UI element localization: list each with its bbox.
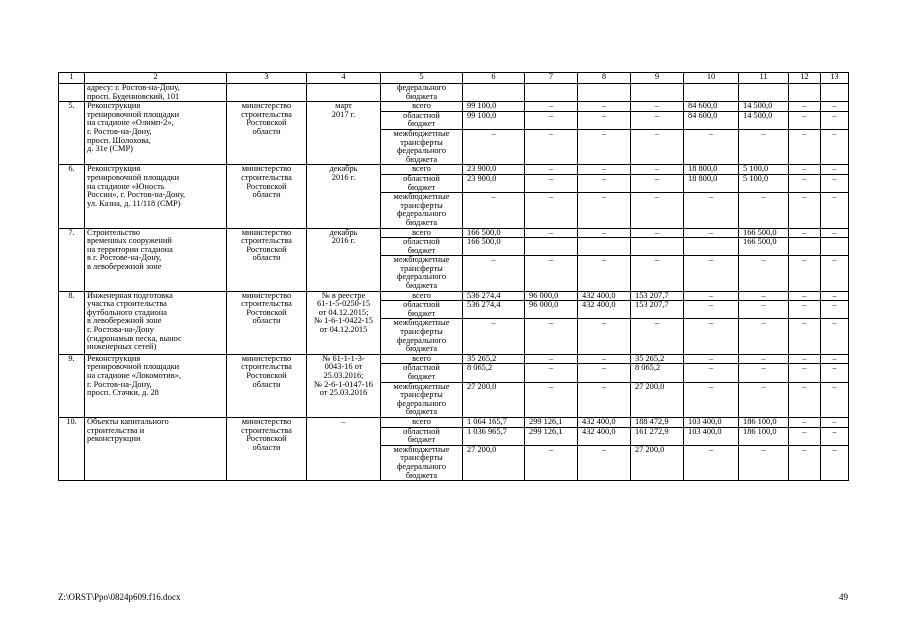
amount-cell: – [821,364,849,382]
amount-cell: – [789,165,821,175]
funding-source: областной бюджет [381,301,463,319]
amount-cell: – [578,193,631,228]
amount-cell: 18 800,0 [684,174,739,192]
amount-cell: 166 500,0 [739,238,789,256]
amount-cell: 27 200,0 [631,382,684,417]
amount-cell [821,238,849,256]
project-name: Реконструкция тренировочной площадки на стадионе «Юность России», г. Ростов-на-Дону, ул. Казна, д. 11/118 (СМР) [85,165,227,228]
amount-cell: – [631,193,684,228]
amount-cell: – [789,102,821,112]
column-number: 7 [525,73,578,84]
amount-cell: 23 900,0 [463,174,525,192]
column-number: 4 [307,73,381,84]
amount-cell: – [739,354,789,364]
amount-cell: – [631,228,684,238]
amount-cell: 299 126,1 [525,427,578,445]
amount-cell: – [789,228,821,238]
funding-source: межбюджетные трансферты федерального бюджета [381,129,463,164]
row-number: 8. [59,291,85,354]
amount-cell: 166 500,0 [739,228,789,238]
executor: министерство строительства Ростовской области [227,417,307,480]
amount-cell: 18 800,0 [684,165,739,175]
funding-source: межбюджетные трансферты федерального бюджета [381,193,463,228]
amount-cell: 1 036 965,7 [463,427,525,445]
column-number: 2 [85,73,227,84]
amount-cell: – [684,364,739,382]
amount-cell: – [525,354,578,364]
amount-cell: 8 065,2 [463,364,525,382]
amount-cell: 99 100,0 [463,102,525,112]
amount-cell: 536 274,4 [463,291,525,301]
column-number: 3 [227,73,307,84]
amount-cell: 35 265,2 [463,354,525,364]
amount-cell: – [631,165,684,175]
row-number: 6. [59,165,85,228]
amount-cell: – [821,102,849,112]
amount-cell: – [525,382,578,417]
amount-cell: 186 100,0 [739,417,789,427]
table-row [59,228,849,238]
amount-cell: – [525,129,578,164]
amount-cell: – [821,228,849,238]
amount-cell: – [821,319,849,354]
table-row [59,165,849,175]
amount-cell: – [739,256,789,291]
funding-source: межбюджетные трансферты федерального бюджета [381,319,463,354]
amount-cell: – [789,291,821,301]
amount-cell: – [739,445,789,480]
amount-cell: – [631,129,684,164]
term-or-registry: № 61-1-1-3- 0043-16 от 25.03.2016; № 2-6-1-0147-16 от 25.03.2016 [307,354,381,417]
amount-cell: 23 900,0 [463,165,525,175]
amount-cell: – [789,111,821,129]
amount-cell: – [463,256,525,291]
amount-cell: – [631,256,684,291]
funding-source: всего [381,417,463,427]
amount-cell: – [684,301,739,319]
amount-cell: – [684,445,739,480]
amount-cell: 27 200,0 [463,382,525,417]
column-number: 8 [578,73,631,84]
amount-cell: – [463,319,525,354]
amount-cell: 161 272,9 [631,427,684,445]
amount-cell: – [821,445,849,480]
amount-cell: 14 500,0 [739,102,789,112]
amount-cell: – [789,445,821,480]
amount-cell: 432 400,0 [578,291,631,301]
table-row [59,354,849,364]
amount-cell [525,238,578,256]
column-number: 6 [463,73,525,84]
amount-cell: – [821,193,849,228]
amount-cell: – [684,319,739,354]
amount-cell: 103 400,0 [684,427,739,445]
amount-cell: 27 200,0 [463,445,525,480]
amount-cell: – [821,417,849,427]
amount-cell: – [789,354,821,364]
amount-cell [789,238,821,256]
amount-cell: – [739,291,789,301]
project-name: Реконструкция тренировочной площадки на стадионе «Локомотив», г. Ростов-на-Дону, просп. Стачки, д. 28 [85,354,227,417]
amount-cell [578,238,631,256]
amount-cell: – [789,256,821,291]
amount-cell: 8 065,2 [631,364,684,382]
funding-source: областной бюджет [381,111,463,129]
amount-cell: – [684,193,739,228]
amount-cell: 166 500,0 [463,228,525,238]
amount-cell: 188 472,9 [631,417,684,427]
amount-cell: – [821,427,849,445]
continuation-row [59,84,849,102]
funding-source: областной бюджет [381,238,463,256]
amount-cell: 84 600,0 [684,111,739,129]
table-body [59,73,849,481]
funding-source: областной бюджет [381,427,463,445]
amount-cell: – [789,427,821,445]
amount-cell: – [463,193,525,228]
amount-cell: – [789,319,821,354]
amount-cell: – [739,129,789,164]
term-or-registry: март 2017 г. [307,102,381,165]
amount-cell: – [789,193,821,228]
amount-cell: 432 400,0 [578,417,631,427]
amount-cell: 35 265,2 [631,354,684,364]
amount-cell: – [525,193,578,228]
column-number: 12 [789,73,821,84]
column-number: 9 [631,73,684,84]
amount-cell: 96 000,0 [525,291,578,301]
term-or-registry: № в реестре 61-1-5-0250-15 от 04.12.2015; № 1-6-1-0422-15 от 04.12.2015 [307,291,381,354]
amount-cell: 536 274,4 [463,301,525,319]
amount-cell: 153 207,7 [631,291,684,301]
funding-source: межбюджетные трансферты федерального бюджета [381,382,463,417]
project-name: Реконструкция тренировочной площадки на стадионе «Олимп-2», г. Ростов-на-Дону, просп. Шолохова, д. 31е (СМР) [85,102,227,165]
amount-cell: 432 400,0 [578,427,631,445]
amount-cell: – [684,129,739,164]
amount-cell [631,238,684,256]
amount-cell: – [525,174,578,192]
amount-cell: – [821,291,849,301]
amount-cell: – [739,364,789,382]
column-number: 11 [739,73,789,84]
amount-cell: – [821,165,849,175]
amount-cell: – [739,301,789,319]
amount-cell: – [789,301,821,319]
table-row [59,417,849,427]
amount-cell [684,238,739,256]
table-row [59,102,849,112]
amount-cell: – [739,193,789,228]
amount-cell: – [684,256,739,291]
table-row [59,291,849,301]
funding-source: всего [381,165,463,175]
amount-cell: 432 400,0 [578,301,631,319]
amount-cell: – [578,174,631,192]
amount-cell: – [578,256,631,291]
amount-cell: – [463,129,525,164]
amount-cell: 14 500,0 [739,111,789,129]
amount-cell: 96 000,0 [525,301,578,319]
amount-cell: – [578,319,631,354]
amount-cell: – [578,111,631,129]
project-name: Объекты капитального строительства и реконструкции [85,417,227,480]
funding-source: всего [381,102,463,112]
amount-cell: – [578,354,631,364]
amount-cell: 99 100,0 [463,111,525,129]
executor: министерство строительства Ростовской области [227,228,307,291]
amount-cell: – [684,228,739,238]
amount-cell: – [525,364,578,382]
amount-cell: – [821,354,849,364]
footer-file-path: Z:\ORST\Ppo\0824p609.f16.docx [58,592,181,602]
row-number: 5. [59,102,85,165]
amount-cell: – [821,111,849,129]
term-or-registry: декабрь 2016 г. [307,228,381,291]
column-number-row [59,73,849,84]
amount-cell: – [684,354,739,364]
executor: министерство строительства Ростовской области [227,291,307,354]
amount-cell: – [631,174,684,192]
amount-cell: 1 064 165,7 [463,417,525,427]
amount-cell: – [789,417,821,427]
amount-cell: 299 126,1 [525,417,578,427]
amount-cell: – [578,364,631,382]
amount-cell: – [631,111,684,129]
funding-source: областной бюджет [381,364,463,382]
executor: министерство строительства Ростовской области [227,102,307,165]
column-number: 5 [381,73,463,84]
amount-cell: – [578,445,631,480]
amount-cell: – [578,129,631,164]
amount-cell: – [684,291,739,301]
amount-cell: – [821,301,849,319]
amount-cell: – [631,319,684,354]
continuation-source: федерального бюджета [381,84,463,102]
amount-cell: – [789,382,821,417]
column-number: 1 [59,73,85,84]
amount-cell: – [525,102,578,112]
amount-cell: – [525,256,578,291]
project-name: Инженерная подготовка участка строительства футбольного стадиона в левобережной зоне г. Ростова-на-Дону (гидронамыв песка, вынос инженерных сетей) [85,291,227,354]
amount-cell: 5 100,0 [739,174,789,192]
funding-source: всего [381,228,463,238]
amount-cell: – [525,165,578,175]
amount-cell: – [578,382,631,417]
amount-cell: – [821,174,849,192]
amount-cell: – [525,228,578,238]
amount-cell: – [578,228,631,238]
amount-cell: – [821,256,849,291]
amount-cell: – [684,382,739,417]
amount-cell: – [525,111,578,129]
term-or-registry: – [307,417,381,480]
funding-source: всего [381,291,463,301]
amount-cell: – [631,102,684,112]
amount-cell: 166 500,0 [463,238,525,256]
project-name: Строительство временных сооружений на территории стадиона в г. Ростове-на-Дону, в левобережной зоне [85,228,227,291]
executor: министерство строительства Ростовской области [227,354,307,417]
amount-cell: – [789,174,821,192]
amount-cell: – [578,165,631,175]
amount-cell: 103 400,0 [684,417,739,427]
row-number: 10. [59,417,85,480]
amount-cell: – [578,102,631,112]
funding-source: межбюджетные трансферты федерального бюджета [381,256,463,291]
amount-cell: 27 200,0 [631,445,684,480]
page-number: 49 [839,592,848,602]
amount-cell: 186 100,0 [739,427,789,445]
term-or-registry: декабрь 2016 г. [307,165,381,228]
amount-cell: 153 207,7 [631,301,684,319]
amount-cell: – [739,382,789,417]
continuation-name: адресу: г. Ростов-на-Дону, просп. Буденновский, 101 [85,84,227,102]
column-number: 13 [821,73,849,84]
amount-cell: – [525,319,578,354]
amount-cell: – [739,319,789,354]
executor: министерство строительства Ростовской области [227,165,307,228]
amount-cell: – [821,382,849,417]
amount-cell: 84 600,0 [684,102,739,112]
funding-source: всего [381,354,463,364]
amount-cell: – [789,364,821,382]
funding-source: межбюджетные трансферты федерального бюджета [381,445,463,480]
amount-cell: – [525,445,578,480]
row-number: 7. [59,228,85,291]
amount-cell: – [821,129,849,164]
funding-source: областной бюджет [381,174,463,192]
amount-cell: – [789,129,821,164]
row-number: 9. [59,354,85,417]
amount-cell: 5 100,0 [739,165,789,175]
column-number: 10 [684,73,739,84]
budget-table [58,72,849,481]
